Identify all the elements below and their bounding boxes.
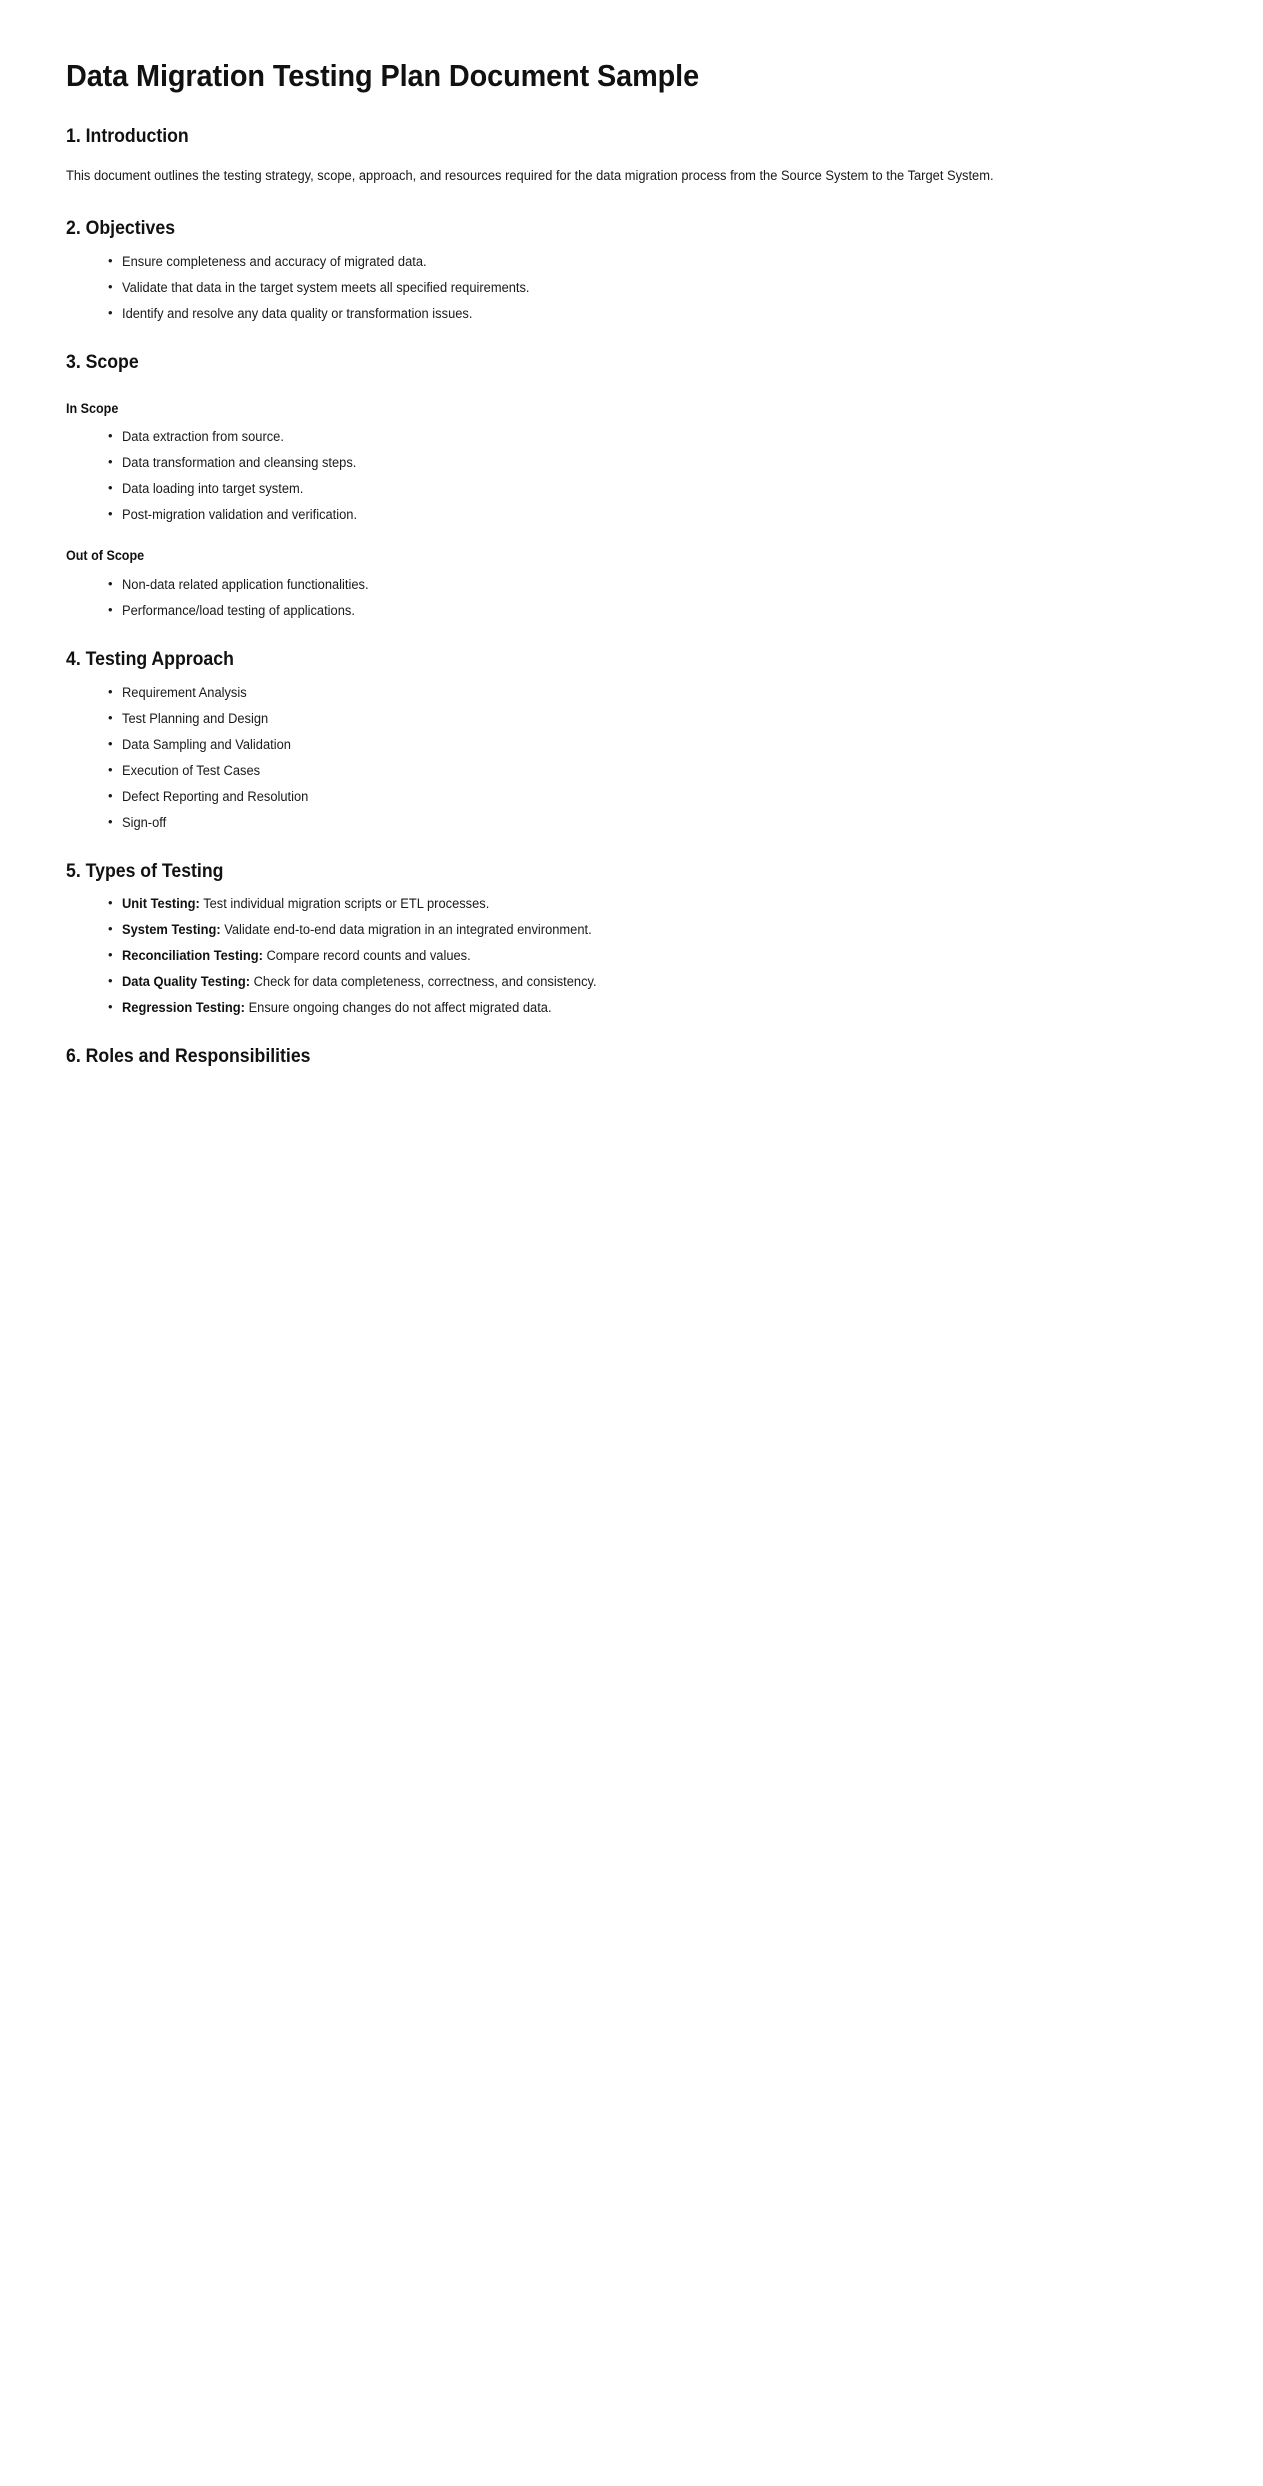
list-item-text: Validate that data in the target system meets all specified requirements. (122, 280, 530, 296)
list-item-text: Identify and resolve any data quality or transformation issues. (122, 306, 473, 322)
list-item (66, 279, 1197, 296)
list-item-text: Sign-off (122, 814, 167, 830)
list-item-term: Regression Testing: (122, 1000, 245, 1016)
list-item (66, 736, 1197, 753)
list-item-text: Post-migration validation and verification. (122, 507, 358, 523)
out-of-scope-list (66, 565, 1197, 619)
list-item-text: Non-data related application functionalities. (122, 576, 369, 592)
list-item-description: Check for data completeness, correctness, and consistency. (253, 974, 597, 990)
list-item (66, 710, 1197, 727)
page-title: Data Migration Testing Plan Document Sample (66, 58, 700, 93)
sub-heading-out-of-scope: Out of Scope (66, 548, 145, 564)
list-item-text: Data transformation and cleansing steps. (122, 455, 357, 471)
list-item-term: Unit Testing: (122, 896, 200, 912)
section-heading-objectives: 2. Objectives (66, 218, 176, 240)
list-item (66, 973, 1197, 990)
types-of-testing-list (66, 884, 1197, 1016)
list-item-term: Data Quality Testing: (122, 974, 250, 990)
list-item-term: Reconciliation Testing: (122, 948, 263, 964)
list-item-text: Defect Reporting and Resolution (122, 788, 309, 804)
list-item-text: Requirement Analysis (122, 684, 247, 700)
list-item (66, 921, 1197, 938)
section-heading-introduction: 1. Introduction (66, 125, 189, 147)
list-item (66, 999, 1197, 1016)
list-item-text: Execution of Test Cases (122, 762, 261, 778)
list-item-text: Data Sampling and Validation (122, 736, 291, 752)
list-item (66, 506, 1197, 523)
list-item (66, 253, 1197, 270)
list-item (66, 576, 1197, 593)
list-item-text: Test Planning and Design (122, 710, 269, 726)
introduction-paragraph: This document outlines the testing strategy, scope, approach, and resources required for the data migration process from the Source System to the Target System. (66, 168, 994, 184)
list-item (66, 814, 1197, 831)
list-item (66, 454, 1197, 471)
list-item (66, 762, 1197, 779)
list-item-description: Test individual migration scripts or ETL processes. (203, 896, 490, 912)
sub-heading-in-scope: In Scope (66, 400, 119, 416)
section-heading-scope: 3. Scope (66, 352, 139, 374)
list-item (66, 788, 1197, 805)
list-item (66, 947, 1197, 964)
list-item (66, 428, 1197, 445)
list-item-description: Validate end-to-end data migration in an integrated environment. (224, 922, 592, 938)
section-heading-testing-approach: 4. Testing Approach (66, 648, 234, 670)
list-item (66, 305, 1197, 322)
list-item-description: Ensure ongoing changes do not affect migrated data. (248, 1000, 552, 1016)
list-item-text: Ensure completeness and accuracy of migrated data. (122, 254, 427, 270)
testing-approach-list (66, 673, 1197, 831)
objectives-list (66, 242, 1197, 322)
list-item (66, 480, 1197, 497)
list-item-term: System Testing: (122, 922, 221, 938)
list-item (66, 684, 1197, 701)
in-scope-list (66, 417, 1197, 523)
list-item (66, 602, 1197, 619)
list-item-text: Data loading into target system. (122, 481, 304, 497)
section-heading-roles-and-responsibilities: 6. Roles and Responsibilities (66, 1046, 311, 1068)
list-item-description: Compare record counts and values. (266, 948, 471, 964)
list-item (66, 895, 1197, 912)
list-item-text: Data extraction from source. (122, 429, 284, 445)
section-heading-types-of-testing: 5. Types of Testing (66, 860, 224, 882)
list-item-text: Performance/load testing of applications. (122, 602, 355, 618)
